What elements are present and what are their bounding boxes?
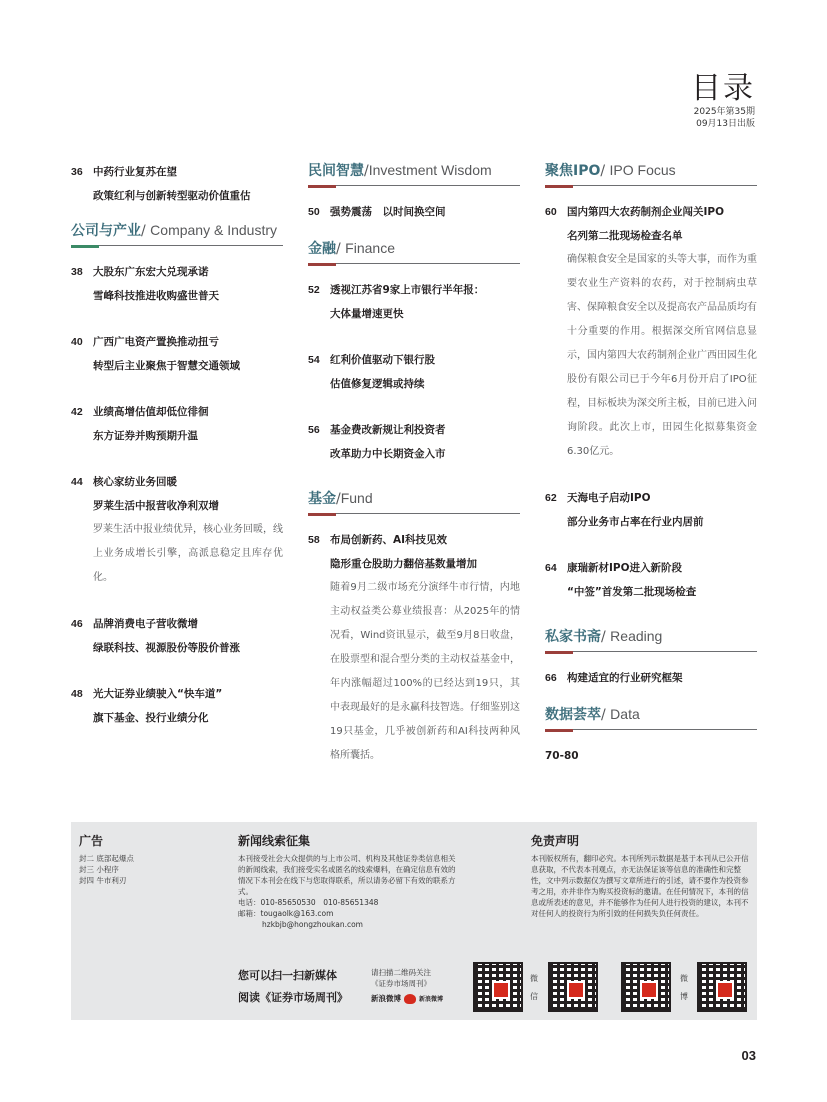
info-box [71, 822, 757, 1020]
page-ref: 46 [71, 618, 83, 630]
toc-entry[interactable] [308, 278, 520, 326]
entry-subtitle: 东方证券并购预期升温 [93, 430, 198, 442]
section-title-zh: 公司与产业 [71, 223, 141, 239]
disclaimer-section [531, 832, 753, 919]
toc-entry[interactable] [71, 330, 283, 378]
page-ref: 38 [71, 266, 83, 278]
toc-entry[interactable] [71, 260, 283, 308]
page-ref: 54 [308, 354, 320, 366]
page-ref: 40 [71, 336, 83, 348]
section-header-data: 数据荟萃/ Data [545, 704, 757, 730]
toc-entry[interactable] [71, 400, 283, 448]
section-header-reading: 私家书斋/ Reading [545, 626, 757, 652]
scan-line-2: 阅读《证券市场周刊》 [238, 991, 348, 1004]
page-ref: 66 [545, 672, 557, 684]
entry-subtitle: “中签”首发第二批现场检查 [567, 586, 697, 598]
scan-prompt [238, 965, 348, 1009]
section-accent-bar [545, 729, 573, 732]
section-accent-bar [308, 185, 336, 188]
contact-phone: 电话：010-85650530 010-85651348 [238, 898, 379, 907]
entry-title: 康瑞新材IPO进入新阶段 [567, 562, 683, 574]
entry-description: 罗莱生活中报业绩优异，核心业务回暖，线上业务成增长引擎，高派息稳定且库存优化。 [93, 524, 283, 583]
section-header-ipo-focus: 聚焦IPO/ IPO Focus [545, 160, 757, 186]
entry-title: 构建适宜的行业研究框架 [567, 672, 683, 684]
entry-subtitle: 雪峰科技推进收购盛世普天 [93, 290, 219, 302]
entry-description: 确保粮食安全是国家的头等大事，而作为重要农业生产资料的农药，对于控制病虫草害、保障粮食安全以及提高农产品品质均有十分重要的作用。根据深交所官网信息显示，国内第四大农药制剂企业广西田园生化股份有限公司已于今年6月份开启了IPO征程，目标板块为深交所主板，目前已进入问询阶段。此次上市，田园生化拟募集资金6.30亿元。 [567, 254, 757, 457]
disclaimer-title: 免责声明 [531, 834, 580, 848]
page-ref: 56 [308, 424, 320, 436]
entry-title: 布局创新药、AI科技见效 [330, 534, 448, 546]
toc-entry[interactable] [545, 200, 757, 464]
entry-title: 核心家纺业务回暖 [93, 476, 177, 488]
entry-subtitle: 转型后主业聚焦于智慧交通领域 [93, 360, 240, 372]
page-ref: 60 [545, 206, 557, 218]
scan-small-1: 请扫描二维码关注 [371, 968, 431, 977]
section-accent-bar [545, 185, 573, 188]
entry-title: 透视江苏省9家上市银行半年报： [330, 284, 485, 296]
entry-subtitle: 罗莱生活中报营收净利双增 [93, 500, 219, 512]
entry-subtitle: 改革助力中长期资金入市 [330, 448, 446, 460]
news-tips-text: 本刊接受社会大众提供的与上市公司、机构及其他证券类信息相关的新闻线索，我们接受实名或匿名的线索爆料，在确定信息有效的情况下本刊会在线下与您取得联系，所以请务必留下有效的联系方式。 [238, 854, 456, 896]
contact-email[interactable]: hzkbjb@hongzhoukan.com [262, 920, 363, 929]
weibo-label: 微博 [680, 974, 688, 1001]
page-ref: 42 [71, 406, 83, 418]
entry-subtitle: 政策红利与创新转型驱动价值重估 [93, 190, 251, 202]
page-title: 目录 [691, 71, 755, 106]
entry-title: 基金费改新规让利投资者 [330, 424, 446, 436]
entry-title: 光大证券业绩驶入“快车道” [93, 688, 223, 700]
qr-code[interactable] [621, 962, 671, 1012]
wechat-label: 微信 [530, 974, 538, 1001]
section-title-en: Finance [345, 240, 395, 256]
page-ref: 52 [308, 284, 320, 296]
qr-code[interactable] [473, 962, 523, 1012]
section-header-investment-wisdom: 民间智慧/Investment Wisdom [308, 160, 520, 186]
section-accent-bar [308, 263, 336, 266]
entry-title: 国内第四大农药制剂企业闯关IPO [567, 206, 725, 218]
page-ref: 58 [308, 534, 320, 546]
qr-code[interactable] [697, 962, 747, 1012]
ads-line: 封二 底部起爆点 [79, 854, 134, 863]
page-header [691, 72, 755, 130]
scan-small-2: 《证券市场周刊》 [371, 979, 431, 988]
page-ref: 36 [71, 166, 83, 178]
section-title-en: Company & Industry [150, 222, 278, 238]
toc-entry[interactable] [308, 418, 520, 466]
toc-column-2 [308, 160, 520, 790]
page-ref: 48 [71, 688, 83, 700]
toc-entry[interactable] [71, 612, 283, 660]
entry-title: 红利价值驱动下银行股 [330, 354, 435, 366]
entry-subtitle: 大体量增速更快 [330, 308, 404, 320]
toc-entry[interactable] [545, 744, 757, 768]
toc-entry[interactable] [308, 348, 520, 396]
toc-entry[interactable] [545, 666, 757, 690]
toc-entry[interactable] [71, 160, 283, 208]
entry-title: 品牌消费电子营收微增 [93, 618, 198, 630]
section-title-zh: 基金 [308, 491, 336, 507]
page-ref: 50 [308, 206, 320, 218]
entry-title: 业绩高增估值却低位徘徊 [93, 406, 209, 418]
section-title-en: Investment Wisdom [368, 162, 492, 178]
ads-line: 封四 牛市利刃 [79, 876, 127, 885]
section-title-en: Fund [340, 490, 373, 506]
section-header-fund: 基金/Fund [308, 488, 520, 514]
qr-code[interactable] [548, 962, 598, 1012]
entry-title: 中药行业复苏在望 [93, 166, 177, 178]
scan-line-1: 您可以扫一扫新媒体 [238, 969, 337, 982]
weibo-logo: 新浪微博 新浪微博 [371, 994, 444, 1003]
toc-entry[interactable] [71, 470, 283, 590]
toc-entry[interactable] [545, 486, 757, 534]
weibo-icon [404, 994, 416, 1004]
entry-subtitle: 隐形重仓股助力翻倍基数量增加 [330, 558, 477, 570]
entry-subtitle: 估值修复逻辑或持续 [330, 378, 425, 390]
scan-instructions [371, 967, 443, 1005]
entry-subtitle: 名列第二批现场检查名单 [567, 230, 683, 242]
ads-section [79, 832, 219, 886]
toc-entry[interactable] [308, 200, 520, 224]
section-title-zh: 民间智慧 [308, 163, 364, 179]
section-title-en: Reading [610, 628, 663, 644]
news-tips-title: 新闻线索征集 [238, 834, 311, 848]
entry-title: 天海电子启动IPO [567, 492, 651, 504]
section-title-zh: 聚焦IPO [545, 163, 601, 179]
news-tips-section [238, 832, 458, 930]
section-header-company-industry: 公司与产业/ Company & Industry [71, 220, 283, 246]
toc-column-1 [71, 160, 283, 752]
page-ref: 62 [545, 492, 557, 504]
ads-title: 广告 [79, 834, 104, 848]
section-title-en: IPO Focus [609, 162, 676, 178]
issue-date: 09月13日出版 [696, 119, 755, 129]
section-accent-bar [308, 513, 336, 516]
page-range: 70-80 [545, 750, 579, 762]
section-title-zh: 金融 [308, 241, 336, 257]
toc-entry[interactable] [545, 556, 757, 604]
entry-subtitle: 绿联科技、视源股份等股价普涨 [93, 642, 240, 654]
issue-number: 2025年第35期 [693, 107, 755, 117]
page-ref: 64 [545, 562, 557, 574]
toc-entry[interactable] [71, 682, 283, 730]
entry-title: 广西广电资产置换推动扭亏 [93, 336, 219, 348]
disclaimer-text: 本刊版权所有，翻印必究。本刊所列示数据是基于本刊从已公开信息获取，不代表本刊观点，亦无法保证该等信息的准确性和完整性，文中列示数据仅为撰写文章所进行的引述，请不要作为投资参考之用，亦并非作为购买投资标的邀请。在任何情况下，本刊的信息或所表述的意见，并不能够作为任何人进行投资的建议，本刊不对任何人的投资行为所引致的任何损失负任何责任。 [531, 854, 749, 918]
section-title-zh: 数据荟萃 [545, 707, 601, 723]
section-title-en: Data [610, 706, 640, 722]
entry-subtitle: 旗下基金、投行业绩分化 [93, 712, 209, 724]
entry-subtitle: 部分业务市占率在行业内居前 [567, 516, 704, 528]
entry-description: 随着9月二级市场充分演绎牛市行情，内地主动权益类公募业绩报喜：从2025年的情况看，Wind资讯显示，截至9月8日收盘，在股票型和混合型分类的主动权益基金中，年内涨幅超过100%的已经达到19只，其中表现最好的是永赢科技智选。仔细鉴别这19只基金，几乎被创新药和AI科技两种风格所囊括。 [330, 582, 520, 761]
section-header-finance: 金融/ Finance [308, 238, 520, 264]
page-number: 03 [741, 1048, 756, 1063]
ads-line: 封三 小程序 [79, 865, 119, 874]
contact-email[interactable]: 邮箱：tougaolk@163.com [238, 909, 334, 918]
section-title-zh: 私家书斋 [545, 629, 601, 645]
toc-column-3 [545, 160, 757, 790]
entry-title: 强势震荡 以时间换空间 [330, 206, 446, 218]
page-ref: 44 [71, 476, 83, 488]
section-accent-bar [71, 245, 99, 248]
toc-entry[interactable] [308, 528, 520, 768]
section-accent-bar [545, 651, 573, 654]
entry-title: 大股东广东宏大兑现承诺 [93, 266, 209, 278]
